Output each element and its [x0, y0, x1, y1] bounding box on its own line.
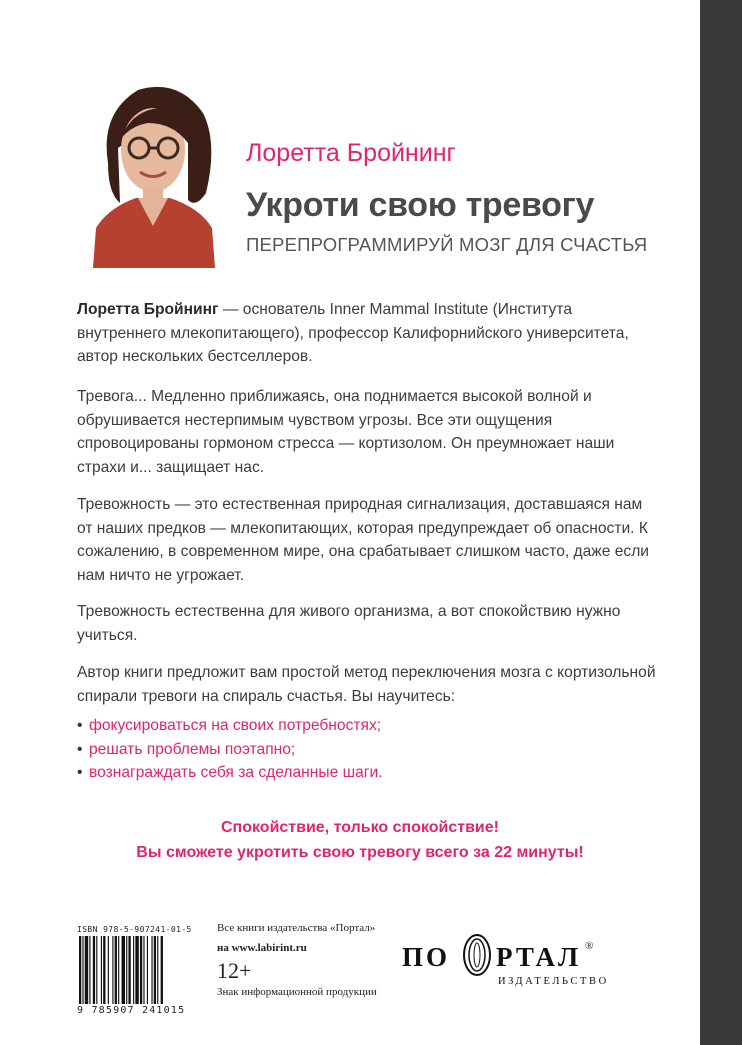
skills-list: [77, 714, 383, 785]
barcode-bar: [112, 936, 113, 1004]
logo-tagline: ИЗДАТЕЛЬСТВО: [498, 976, 609, 987]
barcode-bar: [157, 936, 158, 1004]
barcode-bar: [103, 936, 105, 1004]
isbn-label: ISBN 978-5-907241-01-5: [77, 925, 192, 934]
portal-ring-icon: [460, 932, 494, 978]
logo-text-part2: РТАЛ: [496, 942, 582, 972]
barcode-bar: [147, 936, 148, 1004]
barcode-bar: [118, 936, 119, 1004]
logo-text-part1: ПО: [402, 942, 451, 972]
age-rating-caption: Знак информационной продукции: [217, 986, 377, 998]
barcode-bar: [101, 936, 102, 1004]
barcode-bars: [77, 936, 199, 1004]
skills-list-item: • вознаграждать себя за сделанные шаги.: [77, 761, 383, 785]
description-paragraph-alarm: Тревожность — это естественная природная сигнализация, доставшаяся нам от наших предков — млекопитающих, которая предупреждает об опасности. К сожалению, в современном мире, она срабатывает слишком часто, даже если нам ничто не угрожает.: [77, 496, 650, 584]
slogan-line-1: Спокойствие, только спокойствие!: [221, 819, 499, 836]
publisher-website: на www.labirint.ru: [217, 942, 307, 954]
barcode-bar: [154, 936, 156, 1004]
barcode-bar: [122, 936, 125, 1004]
publisher-logo: [402, 932, 632, 992]
barcode-bar: [108, 936, 109, 1004]
description-paragraph-method: Автор книги предложит вам простой метод переключения мозга с кортизольной спирали тревоги на спираль счастья. Вы научитесь:: [77, 664, 656, 705]
slogan-line-2: Вы сможете укротить свою тревогу всего за 22 минуты!: [136, 844, 584, 861]
book-subtitle: ПЕРЕПРОГРАММИРУЙ МОЗГ ДЛЯ СЧАСТЬЯ: [246, 234, 648, 255]
barcode-bar: [140, 936, 142, 1004]
barcode-bar: [89, 936, 90, 1004]
book-title: Укроти свою тревогу: [246, 186, 595, 224]
barcode-bar: [128, 936, 130, 1004]
barcode-bar: [143, 936, 144, 1004]
author-bio-name: Лоретта Бройнинг: [77, 301, 219, 318]
skills-list-item: • решать проблемы поэтапно;: [77, 738, 383, 762]
barcode-bar: [82, 936, 83, 1004]
publisher-info: [217, 922, 377, 998]
author-bio-text: — основатель Inner Mammal Institute (Института внутреннего млекопитающего), профессор Калифорнийского университета, автор нескольких бестселлеров.: [77, 301, 629, 365]
author-name-heading: Лоретта Бройнинг: [246, 139, 456, 167]
barcode-bar: [115, 936, 117, 1004]
barcode-bar: [135, 936, 138, 1004]
barcode: [77, 925, 203, 1016]
barcode-digits: 9 785907 241015: [77, 1005, 186, 1016]
barcode-bar: [79, 936, 81, 1004]
barcode-bar: [133, 936, 134, 1004]
barcode-bar: [126, 936, 127, 1004]
skills-list-item: • фокусироваться на своих потребностях;: [77, 714, 383, 738]
author-bio-paragraph: [77, 298, 662, 369]
barcode-bar: [85, 936, 88, 1004]
barcode-bar: [96, 936, 97, 1004]
description-paragraph-anxiety: Тревога... Медленно приближаясь, она поднимается высокой волной и обрушивается нестерпимым чувством угрозы. Все эти ощущения спровоцированы гормоном стресса — кортизолом. Он преумножает наши страхи и... защищает нас.: [77, 388, 615, 476]
book-spine: [700, 0, 742, 1045]
registered-mark: ®: [585, 940, 594, 952]
barcode-bar: [161, 936, 163, 1004]
publisher-info-line: Все книги издательства «Портал»: [217, 922, 376, 934]
barcode-bar: [151, 936, 152, 1004]
barcode-bar: [93, 936, 95, 1004]
description-paragraph-calm: Тревожность естественна для живого организма, а вот спокойствию нужно учиться.: [77, 603, 621, 644]
author-photo: [78, 68, 228, 268]
age-rating: 12+: [217, 958, 252, 983]
